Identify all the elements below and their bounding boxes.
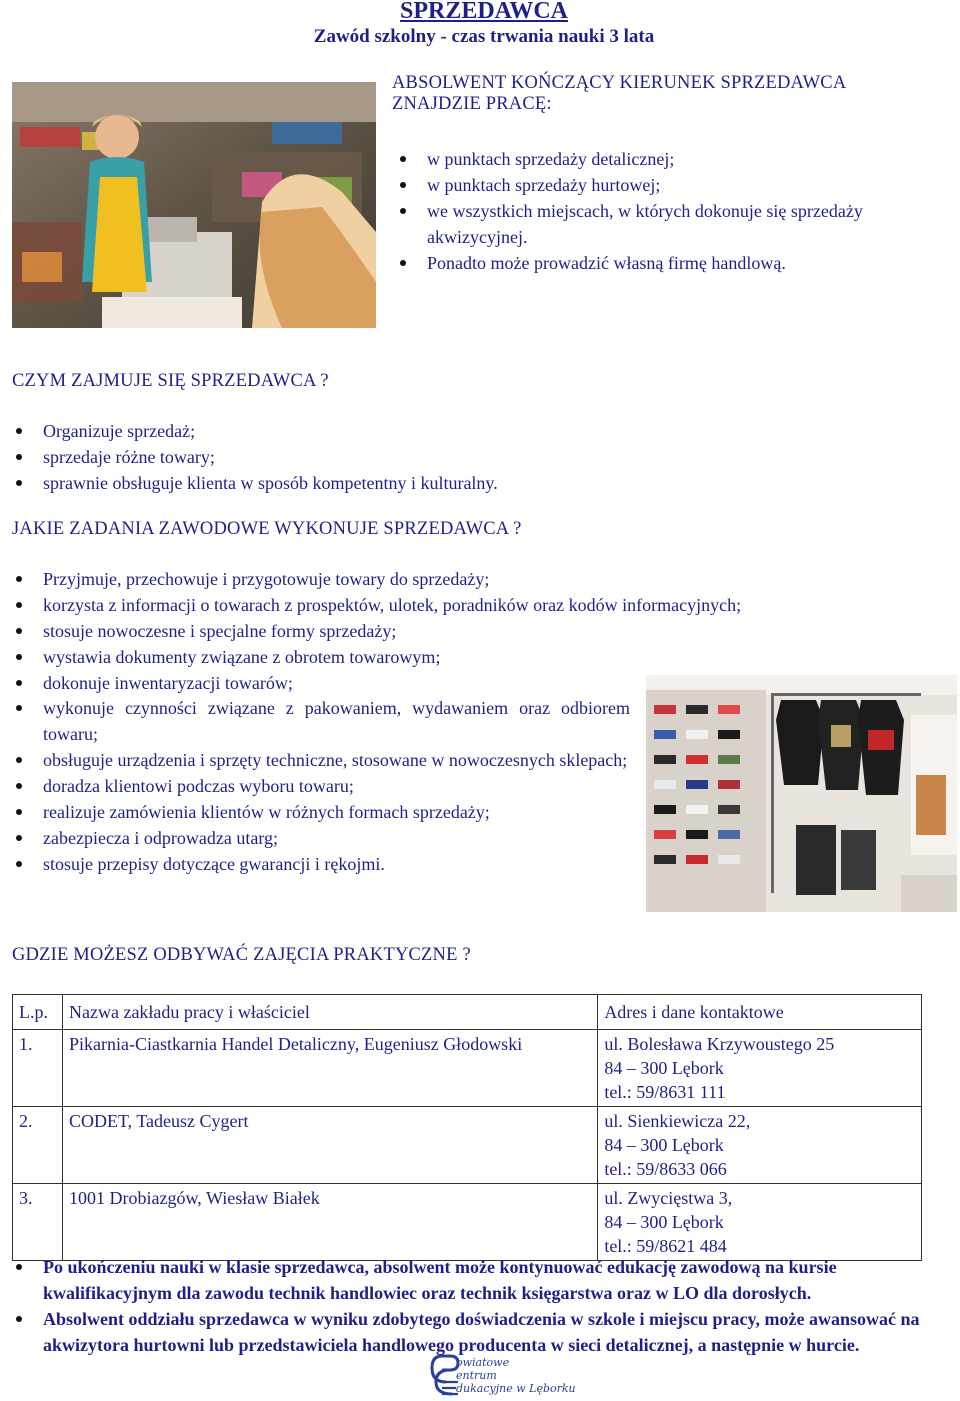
notes-list [12, 1254, 952, 1358]
address-city: 84 – 300 Lębork [604, 1212, 724, 1232]
table-row [13, 1107, 922, 1184]
column-header-address: Adres i dane kontaktowe [598, 995, 922, 1030]
jobs-heading-line1: ABSOLWENT KOŃCZĄCY KIERUNEK SPRZEDAWCA [392, 73, 847, 93]
list-item: realizuje zamówienia klientów w różnych formach sprzedaży; [12, 799, 630, 825]
list-item: doradza klientowi podczas wyboru towaru; [12, 773, 630, 799]
table-row [13, 1030, 922, 1107]
row-address [598, 1107, 922, 1184]
row-name: CODET, Tadeusz Cygert [62, 1107, 597, 1184]
jobs-list [396, 146, 946, 276]
list-item: stosuje przepisy dotyczące gwarancji i rękojmi. [12, 851, 630, 877]
list-item: Przyjmuje, przechowuje i przygotowuje towary do sprzedaży; [12, 566, 912, 592]
row-lp: 1. [13, 1030, 63, 1107]
practice-places-table [12, 994, 922, 1261]
address-city: 84 – 300 Lębork [604, 1058, 724, 1078]
list-item: obsługuje urządzenia i sprzęty techniczne, stosowane w nowoczesnych sklepach; [12, 747, 630, 773]
shoe-store-photo [646, 675, 957, 912]
logo-line2: entrum [456, 1369, 497, 1382]
list-item: Ponadto może prowadzić własną firmę handlową. [396, 250, 946, 276]
list-item: sprzedaje różne towary; [12, 444, 912, 470]
tasks-heading: JAKIE ZADANIA ZAWODOWE WYKONUJE SPRZEDAWCA ? [12, 519, 522, 539]
list-item: Organizuje sprzedaż; [12, 418, 912, 444]
jobs-heading-line2: ZNAJDZIE PRACĘ: [392, 94, 552, 114]
logo-line3: dukacyjne w Lęborku [456, 1382, 576, 1395]
row-address [598, 1030, 922, 1107]
jobs-heading [392, 73, 846, 115]
tasks-list-wide [12, 566, 912, 670]
list-item: dokonuje inwentaryzacji towarów; [12, 670, 630, 696]
page-subtitle: Zawód szkolny - czas trwania nauki 3 lata [313, 26, 655, 47]
list-item: w punktach sprzedaży detalicznej; [396, 146, 946, 172]
row-name: Pikarnia-Ciastkarnia Handel Detaliczny, Eugeniusz Głodowski [62, 1030, 597, 1107]
list-item: w punktach sprzedaży hurtowej; [396, 172, 946, 198]
shop-counter-photo [12, 82, 376, 328]
address-street: ul. Bolesława Krzywoustego 25 [604, 1034, 835, 1054]
column-header-name: Nazwa zakładu pracy i właściciel [62, 995, 597, 1030]
address-phone: tel.: 59/8633 066 [604, 1159, 727, 1179]
note-item: Po ukończeniu nauki w klasie sprzedawca, absolwent może kontynuować edukację zawodową na kursie kwalifikacyjnym dla zawodu technik handlowiec oraz technik księgarstwa oraz w LO dla dorosłych. [12, 1254, 952, 1306]
what-list [12, 418, 912, 496]
address-phone: tel.: 59/8631 111 [604, 1082, 726, 1102]
school-logo [428, 1352, 598, 1398]
logo-line1: owiatowe [456, 1356, 510, 1369]
row-address [598, 1184, 922, 1261]
address-phone: tel.: 59/8621 484 [604, 1236, 727, 1256]
address-street: ul. Zwycięstwa 3, [604, 1188, 733, 1208]
column-header-lp: L.p. [13, 995, 63, 1030]
table-row [13, 1184, 922, 1261]
list-item: zabezpiecza i odprowadza utarg; [12, 825, 630, 851]
address-street: ul. Sienkiewicza 22, [604, 1111, 751, 1131]
list-item: stosuje nowoczesne i specjalne formy sprzedaży; [12, 618, 912, 644]
table-header-row [13, 995, 922, 1030]
row-name: 1001 Drobiazgów, Wiesław Białek [62, 1184, 597, 1261]
list-item: wykonuje czynności związane z pakowaniem, wydawaniem oraz odbiorem towaru; [12, 695, 630, 747]
list-item: wystawia dokumenty związane z obrotem towarowym; [12, 644, 912, 670]
practice-heading: GDZIE MOŻESZ ODBYWAĆ ZAJĘCIA PRAKTYCZNE ? [12, 945, 471, 965]
list-item: korzysta z informacji o towarach z prospektów, ulotek, poradników oraz kodów informacyjnych; [12, 592, 912, 618]
address-city: 84 – 300 Lębork [604, 1135, 724, 1155]
list-item: sprawnie obsługuje klienta w sposób kompetentny i kulturalny. [12, 470, 912, 496]
what-heading: CZYM ZAJMUJE SIĘ SPRZEDAWCA ? [12, 371, 329, 391]
note-item: Absolwent oddziału sprzedawca w wyniku zdobytego doświadczenia w szkole i miejscu pracy, może awansować na akwizytora hurtowni lub przedstawiciela handlowego producenta w sieci detalicznej, a następnie w hurcie. [12, 1306, 952, 1358]
list-item: we wszystkich miejscach, w których dokonuje się sprzedaży akwizycyjnej. [396, 198, 946, 250]
tasks-list-narrow [12, 670, 630, 877]
page-title: SPRZEDAWCA [399, 0, 569, 24]
row-lp: 2. [13, 1107, 63, 1184]
row-lp: 3. [13, 1184, 63, 1261]
